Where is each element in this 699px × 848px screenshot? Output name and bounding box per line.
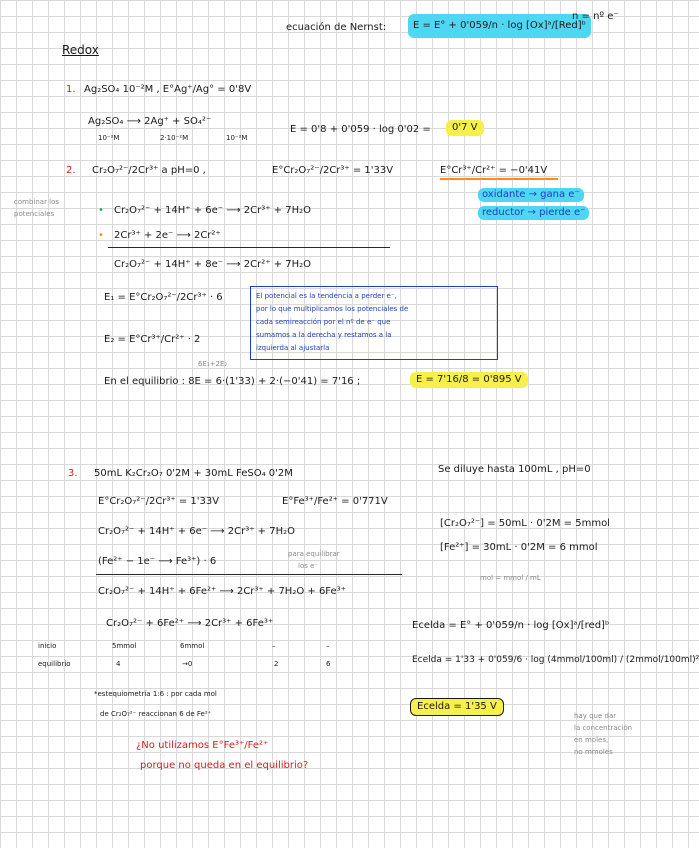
right-note-2: la concentración: [574, 724, 633, 732]
p2-e2: E°Cr³⁺/Cr²⁺ = −0'41V: [440, 165, 548, 176]
p1-given: Ag₂SO₄ 10⁻²M , E°Ag⁺/Ag° = 0'8V: [84, 84, 252, 95]
p1-calc: E = 0'8 + 0'059 · log 0'02 =: [290, 124, 431, 135]
p2-final: E = 7'16/8 = 0'895 V: [410, 372, 528, 388]
eq-cr: 4: [116, 660, 121, 668]
explain-line5: izquierda al ajustarla: [256, 344, 330, 352]
inicio-fe3: –: [326, 642, 330, 650]
p3-conc-fe: [Fe²⁺] = 30mL · 0'2M = 6 mmol: [440, 542, 598, 553]
right-note-1: hay que dar: [574, 712, 617, 720]
p1-result: 0'7 V: [446, 120, 484, 136]
side-note-line1: combinar los: [14, 198, 60, 206]
row-eq-label: equilibrio: [38, 660, 71, 668]
explain-line4: sumamos a la derecha y restamos a la: [256, 331, 392, 339]
eq-fe: →0: [182, 660, 193, 668]
explain-line2: por lo que multiplicamos los potenciales de: [256, 305, 409, 313]
n-note: n = nº e⁻: [572, 11, 619, 22]
p3-table-eq: Cr₂O₇²⁻ + 6Fe²⁺ ⟶ 2Cr³⁺ + 6Fe³⁺: [106, 618, 274, 629]
p2-eq1: E₁ = E°Cr₂O₇²⁻/2Cr³⁺ · 6: [104, 292, 223, 303]
orange-bullet: •: [98, 230, 104, 241]
e2-underline: [440, 178, 558, 180]
p1-reaction: Ag₂SO₄ ⟶ 2Ag⁺ + SO₄²⁻: [88, 116, 212, 127]
p1-conc-3: 10⁻²M: [226, 134, 248, 142]
p2-e1: E°Cr₂O₇²⁻/2Cr³⁺ = 1'33V: [272, 165, 394, 176]
p3-given: 50mL K₂Cr₂O₇ 0'2M + 30mL FeSO₄ 0'2M: [94, 468, 293, 479]
p3-reaction-2: (Fe²⁺ − 1e⁻ ⟶ Fe³⁺) · 6: [98, 556, 217, 567]
p1-conc-2: 2·10⁻²M: [160, 134, 189, 142]
inicio-fe: 6mmol: [180, 642, 205, 650]
p2-given: Cr₂O₇²⁻/2Cr³⁺ a pH=0 ,: [92, 165, 206, 176]
stoich-line2: de Cr₂O₇²⁻ reaccionan 6 de Fe²⁺: [100, 710, 212, 718]
ecelda-2: Ecelda = 1'33 + 0'059/6 · log (4mmol/100ml) / (2mmol/100ml)²: [412, 655, 699, 665]
p2-number: 2.: [66, 165, 76, 176]
eq-cr3: 2: [274, 660, 279, 668]
eq-fe3: 6: [326, 660, 331, 668]
p2-reaction-3: Cr₂O₇²⁻ + 14H⁺ + 8e⁻ ⟶ 2Cr²⁺ + 7H₂O: [114, 259, 311, 270]
row-inicio-label: inicio: [38, 642, 57, 650]
right-note-4: no mmoles: [574, 748, 613, 756]
p3-reaction-3: Cr₂O₇²⁻ + 14H⁺ + 6Fe²⁺ ⟶ 2Cr³⁺ + 7H₂O + 6Fe³⁺: [98, 586, 346, 597]
p2-reaction-2: 2Cr³⁺ + 2e⁻ ⟶ 2Cr²⁺: [114, 230, 221, 241]
inicio-cr3: –: [272, 642, 276, 650]
p2-sum-line: [108, 247, 390, 248]
stoich-line1: *estequiometría 1:6 : por cada mol: [94, 690, 217, 698]
question-line1: ¿No utilizamos E°Fe³⁺/Fe²⁺: [136, 740, 269, 751]
p3-reaction-1: Cr₂O₇²⁻ + 14H⁺ + 6e⁻ ⟶ 2Cr³⁺ + 7H₂O: [98, 526, 295, 537]
p2-eq2: E₂ = E°Cr³⁺/Cr²⁺ · 2: [104, 334, 201, 345]
right-note-3: en moles,: [574, 736, 609, 744]
ecelda-1: Ecelda = E° + 0'059/n · log [Ox]ᵃ/[red]ᵇ: [412, 620, 610, 631]
p1-conc-1: 10⁻²M: [98, 134, 120, 142]
p3-result: Ecelda = 1'35 V: [410, 698, 504, 716]
oxidant-note: oxidante → gana e⁻: [478, 188, 584, 202]
explain-line1: El potencial es la tendencia a perder e⁻,: [256, 292, 397, 300]
explain-line3: cada semireacción por el nº de e⁻ que: [256, 318, 391, 326]
p2-equilibrium: En el equilibrio : 8E = 6·(1'33) + 2·(−0'41) = 7'16 ;: [104, 376, 361, 387]
nernst-formula: E = E° + 0'059/n · log [Ox]ᵃ/[Red]ᵇ: [408, 14, 591, 38]
reductor-note: reductor → pierde e⁻: [478, 206, 589, 220]
nernst-label: ecuación de Nernst:: [286, 22, 387, 33]
question-line2: porque no queda en el equilibrio?: [140, 760, 309, 771]
p3-e1: E°Cr₂O₇²⁻/2Cr³⁺ = 1'33V: [98, 496, 220, 507]
p3-sum-line: [96, 574, 402, 575]
p2-reaction-1: Cr₂O₇²⁻ + 14H⁺ + 6e⁻ ⟶ 2Cr³⁺ + 7H₂O: [114, 205, 311, 216]
p3-dilute: Se diluye hasta 100mL , pH=0: [438, 464, 591, 475]
equalize-note-2: los e⁻: [298, 562, 319, 570]
page-title: Redox: [62, 43, 99, 57]
p1-number: 1.: [66, 84, 76, 95]
equalize-note-1: para equilibrar: [288, 550, 340, 558]
p3-e2: E°Fe³⁺/Fe²⁺ = 0'771V: [282, 496, 388, 507]
p3-conc-cr: [Cr₂O₇²⁻] = 50mL · 0'2M = 5mmol: [440, 518, 610, 529]
p2-small-note: 6E₁+2E₂: [198, 360, 228, 368]
green-bullet: •: [98, 205, 104, 216]
p3-number: 3.: [68, 468, 78, 479]
mol-note: mol = mmol / mL: [480, 574, 541, 582]
inicio-cr: 5mmol: [112, 642, 137, 650]
side-note-line2: potenciales: [14, 210, 55, 218]
